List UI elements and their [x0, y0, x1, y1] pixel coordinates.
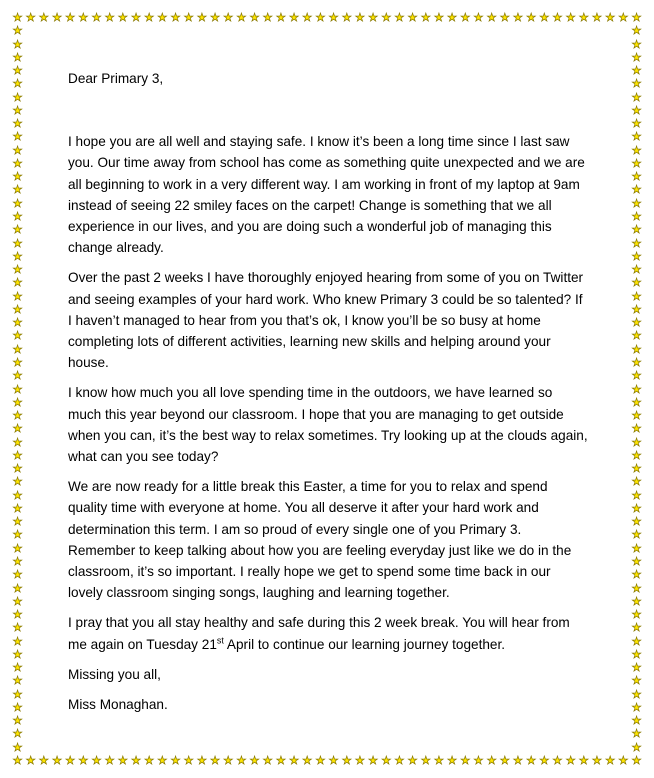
- star-icon: ★: [12, 117, 23, 131]
- star-icon: ★: [117, 754, 128, 767]
- star-icon: ★: [12, 647, 23, 661]
- star-icon: ★: [104, 754, 115, 767]
- star-icon: ★: [605, 11, 616, 24]
- star-icon: ★: [368, 754, 379, 767]
- star-icon: ★: [12, 621, 23, 635]
- star-icon: ★: [499, 11, 510, 24]
- star-icon: ★: [631, 329, 642, 343]
- star-icon: ★: [12, 50, 23, 64]
- star-icon: ★: [52, 11, 62, 24]
- star-icon: ★: [631, 90, 642, 104]
- star-icon: ★: [12, 37, 23, 51]
- star-icon: ★: [526, 754, 537, 767]
- letter-paragraph-2: Over the past 2 weeks I have thoroughly enjoyed hearing from some of you on Twitter and seeing examples of your hard work. Who knew Primary 3 could be so talented? If I haven’t managed to hear from you that’s ok, I know you’ll be so busy at home completing lots of different activities, learning new skills and helping around your house.: [68, 270, 584, 371]
- star-icon: ★: [12, 11, 23, 24]
- star-icon: ★: [631, 103, 642, 117]
- star-icon: ★: [631, 50, 642, 64]
- star-icon: ★: [12, 674, 23, 688]
- letter-paragraph-1: I hope you are all well and staying safe. I know it’s been a long time since I last saw you. Our time away from school has come as something quite unexpected and we are all beginning to work in a very different way. I am working in front of my laptop at 9am instead of seeing 22 smiley faces on the carpet! Change is something that we all experience in our lives, and you are doing such a wonderful job of managing this change already.: [68, 134, 585, 256]
- star-icon: ★: [12, 223, 23, 237]
- star-icon: ★: [447, 11, 458, 24]
- star-icon: ★: [262, 11, 273, 24]
- star-icon: ★: [12, 156, 23, 170]
- star-icon: ★: [38, 754, 49, 767]
- star-icon: ★: [631, 541, 642, 555]
- star-icon: ★: [12, 608, 23, 622]
- paragraph-5-text-start: I pray that you all stay healthy and safe during this 2 week break. You will hear from me again on Tuesday 21: [68, 615, 570, 652]
- star-icon: ★: [12, 130, 23, 144]
- star-icon: ★: [631, 608, 642, 622]
- star-icon: ★: [631, 501, 642, 515]
- star-icon: ★: [631, 594, 642, 608]
- star-icon: ★: [631, 196, 642, 210]
- star-icon: ★: [12, 422, 23, 436]
- star-icon: ★: [12, 77, 23, 91]
- star-icon: ★: [486, 754, 497, 767]
- star-icon: ★: [631, 647, 642, 661]
- star-icon: ★: [12, 342, 23, 356]
- star-icon: ★: [631, 236, 642, 250]
- star-icon: ★: [605, 754, 616, 767]
- star-icon: ★: [552, 754, 563, 767]
- star-icon: ★: [407, 754, 418, 767]
- star-icon: ★: [631, 210, 642, 224]
- star-icon: ★: [170, 11, 181, 24]
- star-icon: ★: [354, 11, 365, 24]
- star-icon: ★: [12, 528, 23, 542]
- star-icon: ★: [631, 77, 642, 91]
- star-icon: ★: [12, 143, 23, 157]
- star-icon: ★: [12, 302, 23, 316]
- star-icon: ★: [144, 11, 155, 24]
- star-icon: ★: [539, 754, 550, 767]
- star-icon: ★: [12, 462, 23, 476]
- star-icon: ★: [631, 554, 642, 568]
- star-icon: ★: [341, 11, 352, 24]
- star-icon: ★: [631, 581, 642, 595]
- star-icon: ★: [183, 11, 194, 24]
- star-icon: ★: [631, 183, 642, 197]
- star-icon: ★: [486, 11, 497, 24]
- star-icon: ★: [131, 11, 141, 24]
- star-icon: ★: [631, 754, 642, 767]
- star-icon: ★: [12, 700, 23, 714]
- star-icon: ★: [78, 11, 89, 24]
- letter-body: [68, 68, 588, 715]
- star-icon: ★: [196, 11, 207, 24]
- star-icon: ★: [434, 11, 444, 24]
- star-icon: ★: [631, 249, 642, 263]
- star-icon: ★: [631, 369, 642, 383]
- star-icon: ★: [12, 329, 23, 343]
- star-icon: ★: [394, 11, 405, 24]
- star-icon: ★: [131, 754, 141, 767]
- star-icon: ★: [12, 90, 23, 104]
- star-icon: ★: [183, 754, 194, 767]
- letter-paragraph-3: I know how much you all love spending time in the outdoors, we have learned so much this year beyond our classroom. I hope that you are managing to get outside when you can, it’s the best way to relax sometimes. Try looking up at the clouds again, what can you see today?: [68, 385, 588, 465]
- star-icon: ★: [12, 594, 23, 608]
- star-icon: ★: [552, 11, 563, 24]
- star-icon: ★: [12, 409, 23, 423]
- star-icon: ★: [12, 448, 23, 462]
- star-icon: ★: [631, 515, 642, 529]
- star-icon: ★: [12, 395, 23, 409]
- star-icon: ★: [460, 11, 471, 24]
- star-icon: ★: [25, 11, 36, 24]
- star-icon: ★: [12, 515, 23, 529]
- star-icon: ★: [12, 554, 23, 568]
- star-icon: ★: [12, 541, 23, 555]
- star-icon: ★: [157, 754, 168, 767]
- star-icon: ★: [631, 316, 642, 330]
- star-icon: ★: [539, 11, 550, 24]
- star-icon: ★: [499, 754, 510, 767]
- star-icon: ★: [12, 714, 23, 728]
- star-icon: ★: [104, 11, 115, 24]
- star-icon: ★: [289, 11, 299, 24]
- star-icon: ★: [565, 11, 576, 24]
- star-icon: ★: [592, 11, 602, 24]
- star-icon: ★: [144, 754, 155, 767]
- star-icon: ★: [631, 355, 642, 369]
- star-icon: ★: [12, 382, 23, 396]
- star-icon: ★: [631, 674, 642, 688]
- star-icon: ★: [631, 143, 642, 157]
- star-icon: ★: [289, 754, 299, 767]
- star-icon: ★: [12, 687, 23, 701]
- star-icon: ★: [12, 475, 23, 489]
- star-icon: ★: [381, 754, 392, 767]
- star-icon: ★: [12, 236, 23, 250]
- star-icon: ★: [592, 754, 602, 767]
- star-icon: ★: [12, 634, 23, 648]
- star-icon: ★: [631, 435, 642, 449]
- letter-closing: Missing you all,: [68, 666, 161, 682]
- star-icon: ★: [12, 581, 23, 595]
- star-icon: ★: [631, 727, 642, 741]
- letter-paragraph-4: We are now ready for a little break this Easter, a time for you to relax and spend quality time with everyone at home. You all deserve it after your hard work and determination this term. I am so proud of every single one of you Primary 3. Remember to keep talking about how you are feeling everyday just like we do in the classroom, it’s so important. I really hope we get to spend some time back in our lovely classroom singing songs, laughing and learning together.: [68, 479, 572, 601]
- star-icon: ★: [12, 210, 23, 224]
- star-icon: ★: [12, 355, 23, 369]
- star-icon: ★: [631, 37, 642, 51]
- star-icon: ★: [328, 754, 339, 767]
- star-icon: ★: [52, 754, 62, 767]
- star-icon: ★: [236, 11, 247, 24]
- star-icon: ★: [631, 714, 642, 728]
- star-icon: ★: [249, 754, 260, 767]
- star-icon: ★: [315, 11, 326, 24]
- star-icon: ★: [631, 130, 642, 144]
- star-icon: ★: [513, 754, 523, 767]
- star-icon: ★: [434, 754, 444, 767]
- star-icon: ★: [341, 754, 352, 767]
- star-icon: ★: [631, 395, 642, 409]
- star-icon: ★: [12, 196, 23, 210]
- star-icon: ★: [223, 11, 234, 24]
- star-icon: ★: [12, 289, 23, 303]
- date-ordinal-suffix: st: [216, 635, 224, 646]
- letter-signature: Miss Monaghan.: [68, 697, 168, 713]
- star-icon: ★: [210, 11, 220, 24]
- star-icon: ★: [368, 11, 379, 24]
- star-icon: ★: [210, 754, 220, 767]
- star-icon: ★: [631, 740, 642, 754]
- star-icon: ★: [631, 409, 642, 423]
- paragraph-5-text-end: April to continue our learning journey together.: [223, 636, 506, 652]
- star-icon: ★: [631, 422, 642, 436]
- star-icon: ★: [12, 276, 23, 290]
- star-icon: ★: [12, 103, 23, 117]
- star-icon: ★: [631, 475, 642, 489]
- star-icon: ★: [578, 11, 589, 24]
- star-icon: ★: [578, 754, 589, 767]
- star-icon: ★: [12, 170, 23, 184]
- star-icon: ★: [618, 754, 629, 767]
- star-icon: ★: [631, 11, 642, 24]
- star-icon: ★: [631, 634, 642, 648]
- star-icon: ★: [631, 276, 642, 290]
- star-icon: ★: [302, 754, 313, 767]
- star-icon: ★: [91, 754, 102, 767]
- star-icon: ★: [12, 263, 23, 277]
- star-icon: ★: [12, 24, 23, 38]
- star-icon: ★: [631, 64, 642, 78]
- star-icon: ★: [631, 170, 642, 184]
- star-icon: ★: [513, 11, 523, 24]
- star-icon: ★: [631, 621, 642, 635]
- star-icon: ★: [631, 700, 642, 714]
- star-icon: ★: [117, 11, 128, 24]
- star-icon: ★: [631, 223, 642, 237]
- star-icon: ★: [12, 488, 23, 502]
- star-icon: ★: [12, 661, 23, 675]
- star-icon: ★: [275, 754, 286, 767]
- star-icon: ★: [631, 24, 642, 38]
- star-icon: ★: [631, 661, 642, 675]
- star-icon: ★: [315, 754, 326, 767]
- star-icon: ★: [12, 435, 23, 449]
- star-icon: ★: [631, 263, 642, 277]
- star-icon: ★: [394, 754, 405, 767]
- star-icon: ★: [631, 342, 642, 356]
- star-icon: ★: [631, 448, 642, 462]
- star-icon: ★: [12, 727, 23, 741]
- star-icon: ★: [473, 11, 484, 24]
- star-icon: ★: [12, 501, 23, 515]
- star-icon: ★: [631, 382, 642, 396]
- star-icon: ★: [631, 462, 642, 476]
- star-icon: ★: [447, 754, 458, 767]
- star-icon: ★: [565, 754, 576, 767]
- star-icon: ★: [631, 289, 642, 303]
- star-icon: ★: [631, 156, 642, 170]
- star-icon: ★: [196, 754, 207, 767]
- star-icon: ★: [65, 11, 76, 24]
- star-icon: ★: [12, 740, 23, 754]
- star-icon: ★: [526, 11, 537, 24]
- star-icon: ★: [460, 754, 471, 767]
- star-icon: ★: [302, 11, 313, 24]
- star-icon: ★: [381, 11, 392, 24]
- star-icon: ★: [157, 11, 168, 24]
- star-icon: ★: [249, 11, 260, 24]
- star-icon: ★: [631, 302, 642, 316]
- star-icon: ★: [12, 568, 23, 582]
- star-icon: ★: [65, 754, 76, 767]
- star-icon: ★: [91, 11, 102, 24]
- star-icon: ★: [170, 754, 181, 767]
- star-icon: ★: [12, 369, 23, 383]
- star-icon: ★: [631, 687, 642, 701]
- star-icon: ★: [275, 11, 286, 24]
- star-icon: ★: [473, 754, 484, 767]
- star-icon: ★: [262, 754, 273, 767]
- star-icon: ★: [618, 11, 629, 24]
- star-icon: ★: [78, 754, 89, 767]
- star-icon: ★: [25, 754, 36, 767]
- star-icon: ★: [631, 117, 642, 131]
- star-icon: ★: [328, 11, 339, 24]
- star-icon: ★: [12, 754, 23, 767]
- star-icon: ★: [12, 64, 23, 78]
- letter-greeting: Dear Primary 3,: [68, 71, 164, 86]
- star-icon: ★: [12, 249, 23, 263]
- letter-paragraph-5: [68, 612, 588, 654]
- star-icon: ★: [407, 11, 418, 24]
- star-icon: ★: [223, 754, 234, 767]
- star-icon: ★: [12, 183, 23, 197]
- star-icon: ★: [354, 754, 365, 767]
- star-icon: ★: [236, 754, 247, 767]
- star-icon: ★: [631, 488, 642, 502]
- star-icon: ★: [420, 754, 431, 767]
- star-icon: ★: [420, 11, 431, 24]
- star-icon: ★: [38, 11, 49, 24]
- star-icon: ★: [12, 316, 23, 330]
- star-icon: ★: [631, 568, 642, 582]
- star-icon: ★: [631, 528, 642, 542]
